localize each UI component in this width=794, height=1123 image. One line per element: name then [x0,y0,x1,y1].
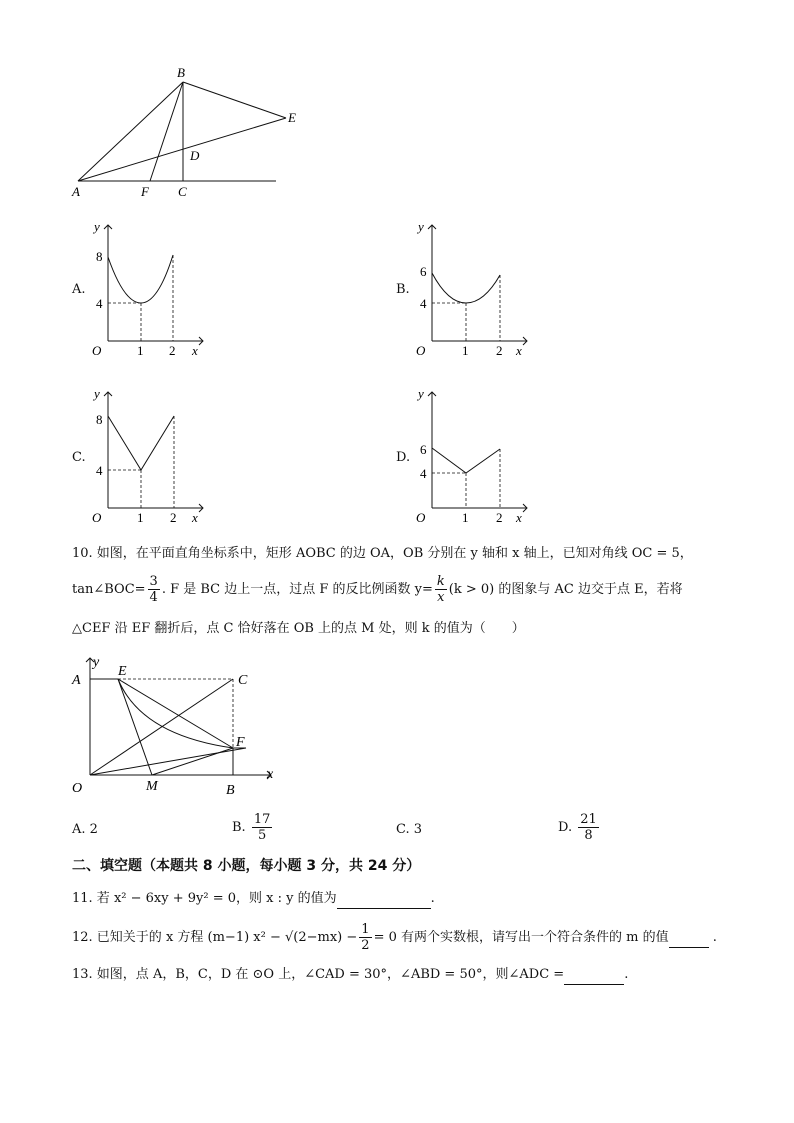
q12-answer-blank[interactable] [669,929,709,948]
x-axis-label: x [192,343,198,358]
q10-k-fraction [435,574,447,605]
choice-b-fraction [252,812,273,843]
choice-d[interactable] [558,812,601,843]
label-C: C [178,184,187,199]
fig10-A-label: A [72,673,81,688]
y-axis-label: y [94,219,100,234]
origin-label: O [416,343,426,358]
graph-option-b [412,215,542,365]
section-2-heading: 二、填空题（本题共 8 小题，每小题 3 分，共 24 分） [72,858,421,874]
x1-tick: 1 [137,510,144,525]
choice-a[interactable]: A. 2 [72,822,98,837]
x-axis-label: x [516,343,522,358]
y-top-tick: 6 [420,442,427,457]
fig10-x-label: x [267,767,274,782]
option-b-label: B. [396,282,410,297]
rectangle-figure [66,650,286,800]
q12-post: = 0 有两个实数根，请写出一个符合条件的 m 的值 [373,930,669,945]
x2-tick: 2 [496,510,503,525]
option-c-label: C. [72,450,86,465]
choice-b-den: 5 [257,828,267,843]
fig10-y-label: y [93,655,100,670]
option-a-label: A. [72,282,86,297]
fig10-F-label: F [236,735,245,750]
fig10-O-label: O [72,781,83,796]
triangle-figure [66,60,316,200]
q10-line1: 10. 如图，在平面直角坐标系中，矩形 AOBC 的边 OA，OB 分别在 y 轴和 x 轴上，已知对角线 OC = 5， [72,546,693,561]
fig10-B-label: B [226,783,235,798]
graph-option-c [88,382,218,532]
option-d-label: D. [396,450,411,465]
choice-b-num: 17 [253,812,271,827]
y-axis-label: y [94,386,100,401]
q10-line2-end: (k > 0) 的图象与 AC 边交于点 E，若将 [448,582,683,597]
y-axis-label: y [418,219,424,234]
origin-label: O [92,510,102,525]
label-E: E [288,110,296,125]
y-mid-tick: 4 [96,296,103,311]
q12-pre: 12. 已知关于的 x 方程 (m−1) x² − √(2−mx) − [72,930,358,945]
choice-d-label: D. [558,820,573,835]
x2-tick: 2 [496,343,503,358]
fig10-C-label: C [238,673,248,688]
q10-k-num: k [436,574,445,589]
x-axis-label: x [516,510,522,525]
x1-tick: 1 [462,343,469,358]
label-A: A [72,184,80,199]
y-mid-tick: 4 [420,296,427,311]
fig10-M-label: M [146,779,158,794]
q10-line2 [72,574,683,605]
q11 [72,890,435,909]
q12 [72,922,717,953]
q10-tan-prefix: tan∠BOC= [72,582,146,597]
y-top-tick: 8 [96,249,103,264]
x-axis-label: x [192,510,198,525]
q10-line2-mid: . F 是 BC 边上一点，过点 F 的反比例函数 y= [161,582,433,597]
label-D: D [190,148,200,163]
q13-text: 13. 如图，点 A，B，C，D 在 ⊙O 上，∠CAD = 30°，∠ABD = 50°，则∠ADC = [72,967,565,982]
q12-num: 1 [361,922,370,937]
q10-k-den: x [437,590,445,605]
x2-tick: 2 [169,343,176,358]
q12-den: 2 [361,938,370,953]
graph-option-d [412,382,542,532]
x1-tick: 1 [462,510,469,525]
x2-tick: 2 [170,510,177,525]
q10-line3: △CEF 沿 EF 翻折后，点 C 恰好落在 OB 上的点 M 处，则 k 的值为（ ） [72,621,525,636]
q10-tan-num: 3 [149,574,158,589]
q11-answer-blank[interactable] [337,890,431,909]
fig10-E-label: E [118,664,127,679]
choice-c[interactable]: C. 3 [396,822,423,837]
choice-d-fraction [578,812,599,843]
q12-end: . [712,930,717,945]
q13-end: . [624,967,629,982]
q12-fraction [359,922,371,953]
q10-tan-den: 4 [149,590,158,605]
y-mid-tick: 4 [420,466,427,481]
y-top-tick: 8 [96,412,103,427]
origin-label: O [92,343,102,358]
choice-b[interactable] [232,812,274,843]
q11-text: 11. 若 x² − 6xy + 9y² = 0，则 x : y 的值为 [72,891,337,906]
q10-tan-fraction [148,574,160,605]
graph-option-a [88,215,218,365]
choice-b-label: B. [232,820,246,835]
q13-answer-blank[interactable] [564,966,624,985]
choice-d-num: 21 [580,812,597,827]
y-axis-label: y [418,386,424,401]
q11-end: . [430,891,435,906]
origin-label: O [416,510,426,525]
q13 [72,966,628,985]
choice-d-den: 8 [584,828,593,843]
x1-tick: 1 [137,343,144,358]
label-B: B [177,65,185,80]
y-mid-tick: 4 [96,463,103,478]
label-F: F [141,184,149,199]
y-top-tick: 6 [420,264,427,279]
